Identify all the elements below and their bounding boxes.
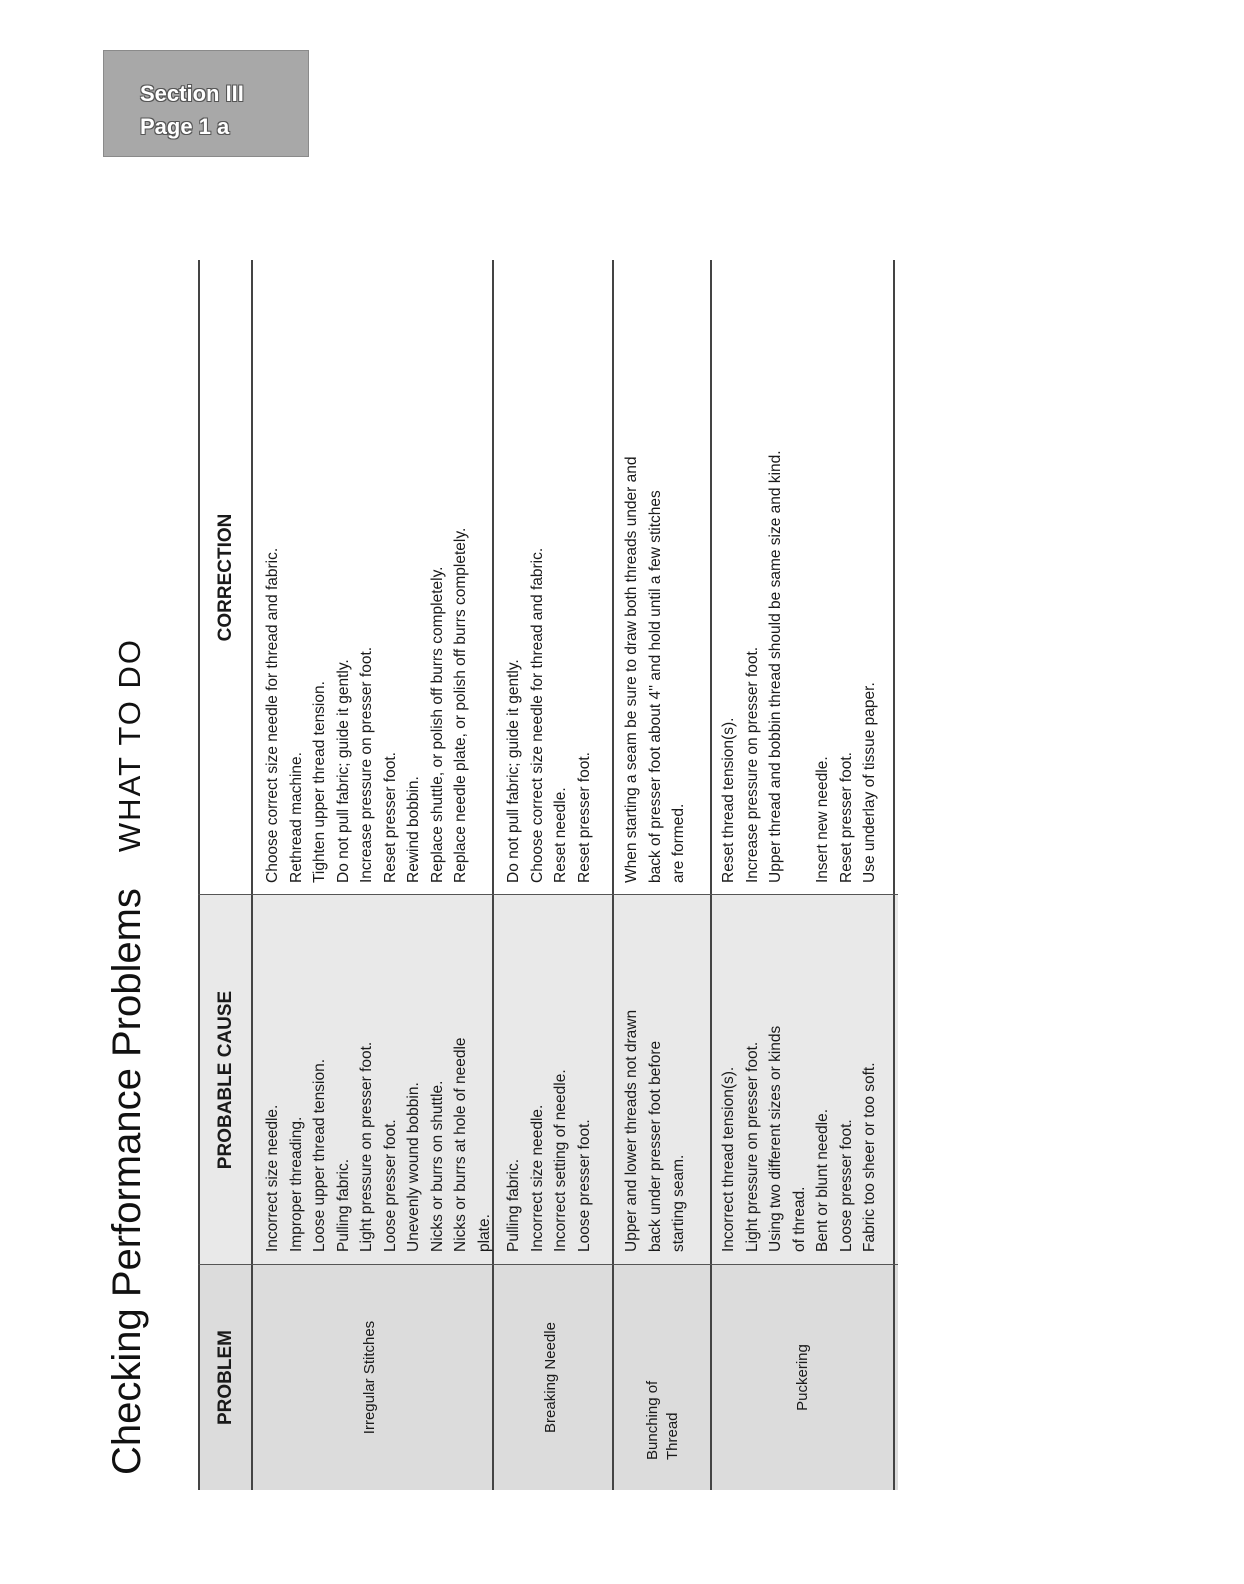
troubleshooting-table — [198, 260, 898, 1490]
corrections-bunching-of-thread: When starting a seam be sure to draw both threads under and back of presser foot about 4'' and hold until a few stitches are formed. — [623, 456, 687, 883]
causes-irregular-stitches: Incorrect size needle. Improper threading. Loose upper thread tension. Pulling fabric. Light pressure on presser foot. Loose presser foot. Unevenly wound bobbin. Nicks or burrs on shuttle. Nicks or burrs at hole of needle plate. — [264, 1037, 493, 1252]
column-divider — [198, 894, 898, 895]
title-main: Checking Performance Problems — [105, 888, 149, 1475]
section-label: Section III — [140, 81, 244, 106]
causes-bunching-of-thread: Upper and lower threads not drawn back under presser foot before starting seam. — [623, 1009, 687, 1252]
corrections-breaking-needle: Do not pull fabric; guide it gently. Choose correct size needle for thread and fabric. Reset needle. Reset presser foot. — [505, 547, 593, 883]
row-divider — [710, 260, 712, 1490]
causes-breaking-needle: Pulling fabric. Incorrect size needle. Incorrect setting of needle. Loose presser foot. — [505, 1069, 593, 1252]
problem-puckering: Puckering — [794, 1344, 811, 1411]
table-bottom-rule — [893, 260, 895, 1490]
header-correction: CORRECTION — [215, 513, 236, 642]
header-rule — [251, 260, 253, 1490]
corrections-puckering: Reset thread tension(s). Increase pressure on presser foot. Upper thread and bobbin thread should be same size and kind. Insert new needle. Reset presser foot. Use underlay of tissue paper. — [720, 450, 878, 883]
corrections-irregular-stitches: Choose correct size needle for thread and fabric. Rethread machine. Tighten upper thread tension. Do not pull fabric; guide it gently. Increase pressure on presser foot. Reset presser foot. Rewind bobbin. Replace shuttle, or polish off burrs completely. Replace needle plate, or polish off burrs completely. — [264, 527, 469, 883]
row-divider — [492, 260, 494, 1490]
header-cause: PROBABLE CAUSE — [215, 990, 236, 1170]
problem-bunching-of-thread: Bunching of Thread — [644, 1380, 681, 1460]
page-title — [105, 638, 150, 1475]
page-label: Page 1 a — [140, 114, 230, 139]
problem-irregular-stitches: Irregular Stitches — [361, 1320, 378, 1435]
title-sub: WHAT TO DO — [112, 638, 147, 853]
rotated-page-content — [95, 260, 895, 1490]
problem-breaking-needle: Breaking Needle — [542, 1322, 559, 1433]
header-problem: PROBLEM — [215, 1330, 236, 1425]
causes-puckering: Incorrect thread tension(s). Light pressure on presser foot. Using two different sizes or kinds of thread. Bent or blunt needle. Loose presser foot. Fabric too sheer or too soft. — [720, 1025, 878, 1252]
section-tab — [103, 50, 309, 157]
row-divider — [612, 260, 614, 1490]
table-top-rule — [198, 260, 200, 1490]
